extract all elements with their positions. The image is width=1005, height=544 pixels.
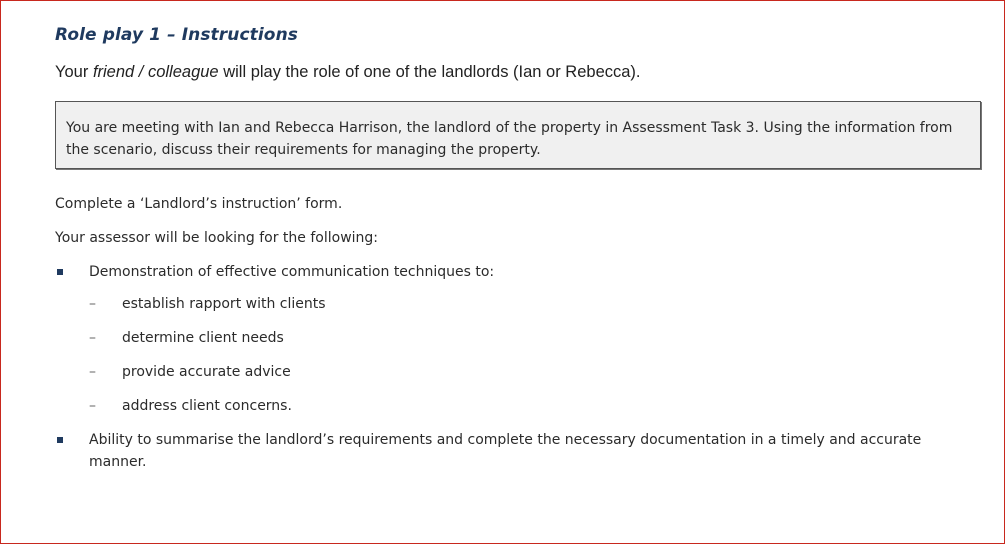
sub-bullet-item: determine client needs — [122, 330, 284, 346]
scenario-box — [55, 101, 981, 169]
intro-prefix: Your — [55, 63, 93, 81]
bullet-item: Demonstration of effective communication techniques to: — [89, 264, 495, 280]
sub-bullet-dash: – — [89, 330, 96, 346]
page-title: Role play 1 – Instructions — [55, 25, 298, 45]
sub-bullet-item: establish rapport with clients — [122, 296, 326, 312]
sub-bullet-dash: – — [89, 296, 96, 312]
intro-emphasis: friend / colleague — [92, 63, 219, 81]
bullet-marker — [57, 437, 63, 443]
sub-bullet-item: address client concerns. — [122, 398, 292, 414]
sub-bullet-item: provide accurate advice — [122, 364, 291, 380]
sub-bullet-dash: – — [89, 398, 96, 414]
bullet-marker — [57, 269, 63, 275]
intro-line — [55, 63, 641, 82]
intro-suffix: will play the role of one of the landlords (Ian or Rebecca). — [218, 63, 641, 81]
assessor-line: Your assessor will be looking for the following: — [55, 230, 379, 246]
sub-bullet-dash: – — [89, 364, 96, 380]
complete-form-line: Complete a ‘Landlord’s instruction’ form. — [55, 196, 343, 212]
bullet-item: Ability to summarise the landlord’s requirements and complete the necessary documentation in a timely and accurate manner. — [89, 432, 922, 470]
scenario-text: You are meeting with Ian and Rebecca Harrison, the landlord of the property in Assessment Task 3. Using the information from the scenario, discuss their requirements for managing the property. — [66, 120, 953, 158]
